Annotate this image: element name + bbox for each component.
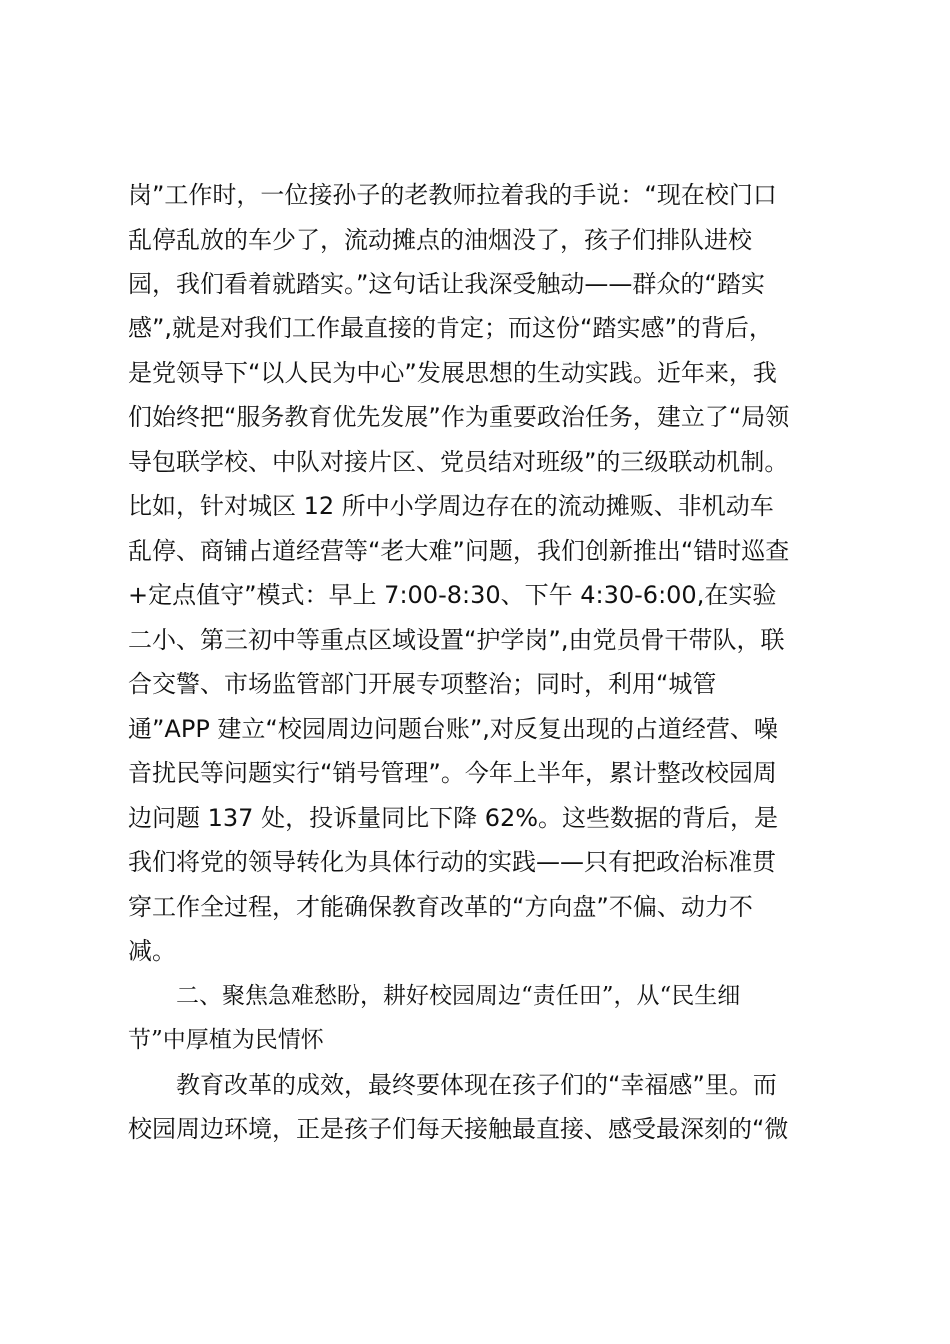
text-line: 比如，针对城区 12 所中小学周边存在的流动摊贩、非机动车 bbox=[128, 492, 774, 520]
text-line: 边问题 137 处，投诉量同比下降 62%。这些数据的背后，是 bbox=[128, 804, 779, 832]
text-line: 合交警、市场监管部门开展专项整治；同时，利用“城管 bbox=[128, 670, 717, 698]
text-line: 园，我们看着就踏实。”这句话让我深受触动——群众的“踏实 bbox=[128, 270, 765, 298]
heading-line: 二、聚焦急难愁盼，耕好校园周边“责任田”，从“民生细 bbox=[176, 983, 741, 1009]
text-line: 我们将党的领导转化为具体行动的实践——只有把政治标准贯 bbox=[128, 848, 776, 876]
text-line: 乱停、商铺占道经营等“老大难”问题，我们创新推出“错时巡查 bbox=[128, 537, 790, 565]
text-line: 二小、第三初中等重点区域设置“护学岗”,由党员骨干带队，联 bbox=[128, 626, 785, 654]
text-line: 校园周边环境，正是孩子们每天接触最直接、感受最深刻的“微 bbox=[128, 1115, 789, 1143]
text-line: 教育改革的成效，最终要体现在孩子们的“幸福感”里。而 bbox=[176, 1071, 777, 1099]
text-line: 音扰民等问题实行“销号管理”。今年上半年，累计整改校园周 bbox=[128, 759, 777, 787]
heading-line: 节”中厚植为民情怀 bbox=[128, 1027, 324, 1053]
text-line: 导包联学校、中队对接片区、党员结对班级”的三级联动机制。 bbox=[128, 448, 789, 476]
text-line: 岗”工作时，一位接孙子的老教师拉着我的手说：“现在校门口 bbox=[128, 181, 777, 209]
text-line: 穿工作全过程，才能确保教育改革的“方向盘”不偏、动力不 bbox=[128, 893, 753, 921]
text-line: 通”APP 建立“校园周边问题台账”,对反复出现的占道经营、噪 bbox=[128, 715, 778, 743]
text-line: 们始终把“服务教育优先发展”作为重要政治任务，建立了“局领 bbox=[128, 403, 790, 431]
text-line: 乱停乱放的车少了，流动摊点的油烟没了，孩子们排队进校 bbox=[128, 226, 752, 254]
text-line: 减。 bbox=[128, 937, 176, 965]
text-line: +定点值守”模式：早上 7:00-8:30、下午 4:30-6:00,在实验 bbox=[128, 581, 777, 609]
text-line: 感”,就是对我们工作最直接的肯定；而这份“踏实感”的背后， bbox=[128, 314, 773, 342]
text-line: 是党领导下“以人民为中心”发展思想的生动实践。近年来，我 bbox=[128, 359, 777, 387]
